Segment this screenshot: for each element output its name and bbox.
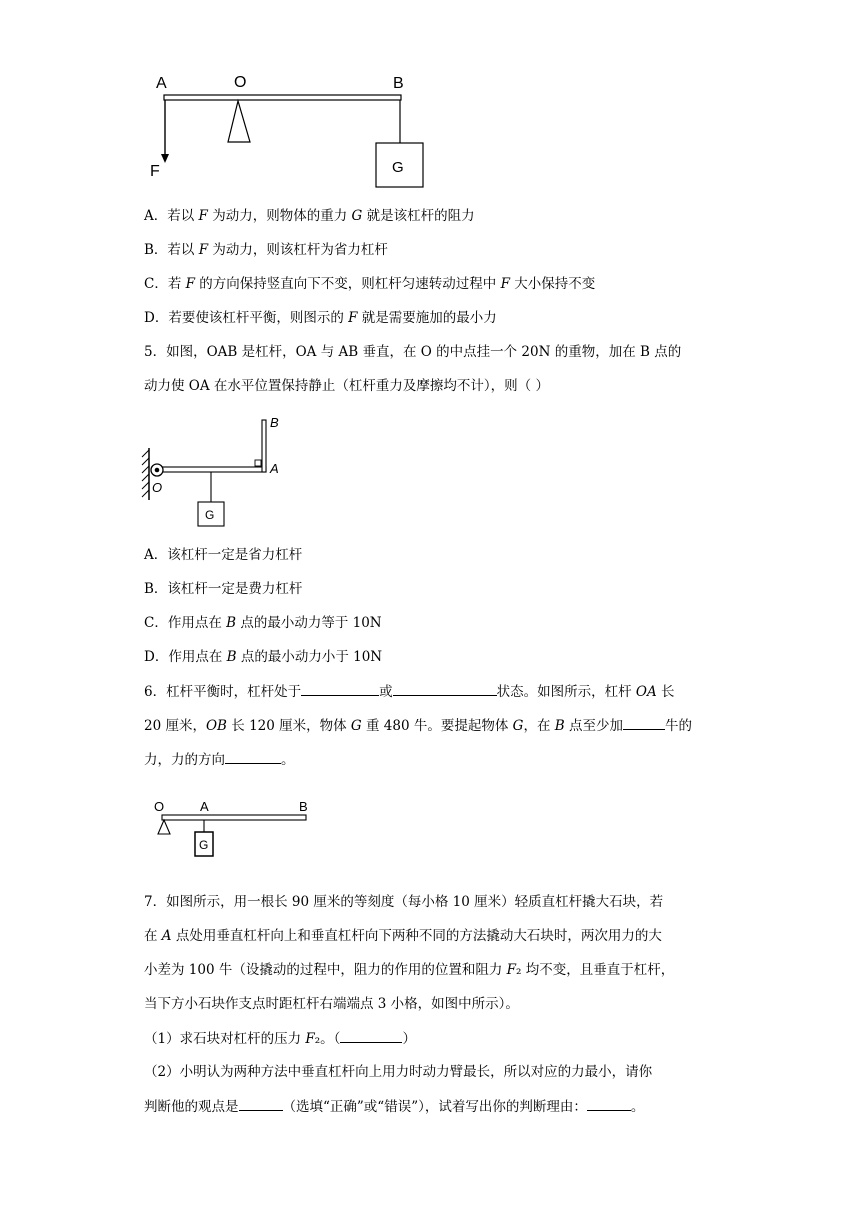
fig3-fulcrum-triangle — [158, 820, 170, 834]
q4-option-c: C．若 F 的方向保持竖直向下不变，则杠杆匀速转动过程中 F 大小保持不变 — [144, 276, 596, 292]
q7-sub2-line2: 判断他的观点是 （选填“正确”或“错误”），试着写出你的判断理由： 。 — [144, 1096, 644, 1117]
q5-option-c: C．作用点在 B 点的最小动力等于 10N — [144, 615, 382, 631]
q6-line2: 20 厘米，OB 长 120 厘米，物体 G 重 480 牛。要提起物体 G，在 B 点至少加 牛的 — [144, 715, 692, 736]
q5-option-a: A．该杠杆一定是省力杠杆 — [144, 547, 303, 563]
fig1-lever-bar — [164, 95, 401, 100]
fig1-arrowhead-icon — [161, 154, 169, 163]
q7-blank-2[interactable] — [239, 1096, 283, 1111]
fig2-lever-vertical — [262, 420, 266, 472]
fig1-label-G: G — [392, 159, 404, 176]
q6-line1: 6．杠杆平衡时，杠杆处于 或 状态。如图所示，杠杆 OA 长 — [144, 681, 675, 702]
q7-sub1: （1）求石块对杠杆的压力 F₂。（ ） — [144, 1028, 416, 1049]
q6-line3: 力，力的方向 。 — [144, 749, 295, 770]
q7-stem-line2: 在 A 点处用垂直杠杆向上和垂直杠杆向下两种不同的方法撬动大石块时，两次用力的大 — [144, 928, 662, 944]
fig1-label-B: B — [393, 75, 404, 92]
q7-stem-line3: 小差为 100 牛（设撬动的过程中，阻力的作用的位置和阻力 F₂ 均不变，且垂直于杠杆， — [144, 962, 675, 978]
q5-option-d: D．作用点在 B 点的最小动力小于 10N — [144, 649, 383, 665]
fig3-label-A: A — [200, 799, 209, 814]
figure-lever-2 — [140, 408, 300, 534]
figure-lever-1 — [140, 66, 440, 192]
fig3-label-B: B — [299, 799, 308, 814]
q6-blank-1[interactable] — [301, 681, 379, 696]
fig2-label-G: G — [205, 508, 215, 522]
q4-option-d: D．若要使该杠杆平衡，则图示的 F 就是需要施加的最小力 — [144, 310, 497, 326]
fig1-label-O: O — [234, 74, 247, 91]
fig3-label-G: G — [199, 838, 209, 852]
fig2-lever-horizontal — [158, 467, 266, 472]
q5-option-b: B．该杠杆一定是费力杠杆 — [144, 581, 303, 597]
fig2-label-A: A — [270, 461, 279, 476]
q7-sub2-line1: （2）小明认为两种方法中垂直杠杆向上用力时动力臂最长，所以对应的力最小，请你 — [144, 1064, 653, 1080]
q6-blank-3[interactable] — [623, 715, 665, 730]
fig2-pivot-dot — [155, 468, 160, 473]
fig2-wall-hatch — [142, 450, 149, 497]
q7-stem-line4: 当下方小石块作支点时距杠杆右端端点 3 小格，如图中所示）。 — [144, 996, 519, 1012]
q5-stem-line2: 动力使 OA 在水平位置保持静止（杠杆重力及摩擦均不计），则（ ） — [144, 378, 549, 394]
fig2-right-angle-mark — [255, 460, 261, 466]
fig3-label-O: O — [154, 799, 165, 814]
q4-option-a: A．若以 F 为动力，则物体的重力 G 就是该杠杆的阻力 — [144, 208, 475, 224]
q7-blank-3[interactable] — [587, 1096, 631, 1111]
q7-blank-1[interactable] — [340, 1028, 402, 1043]
fig1-label-A: A — [156, 75, 167, 92]
fig2-label-O: O — [152, 480, 163, 495]
fig2-label-B: B — [270, 415, 279, 430]
q6-blank-2[interactable] — [393, 681, 497, 696]
q5-stem-line1: 5．如图，OAB 是杠杆，OA 与 AB 垂直，在 O 的中点挂一个 20N 的重物，加在 B 点的 — [144, 344, 682, 360]
fig1-label-F: F — [150, 163, 160, 180]
q4-option-b: B．若以 F 为动力，则该杠杆为省力杠杆 — [144, 242, 388, 258]
fig3-lever-bar — [162, 815, 306, 820]
q6-blank-4[interactable] — [225, 749, 281, 764]
q7-stem-line1: 7．如图所示，用一根长 90 厘米的等刻度（每小格 10 厘米）轻质直杠杆撬大石块，若 — [144, 894, 664, 910]
figure-lever-3 — [148, 796, 318, 862]
fig1-fulcrum-triangle — [228, 101, 250, 142]
